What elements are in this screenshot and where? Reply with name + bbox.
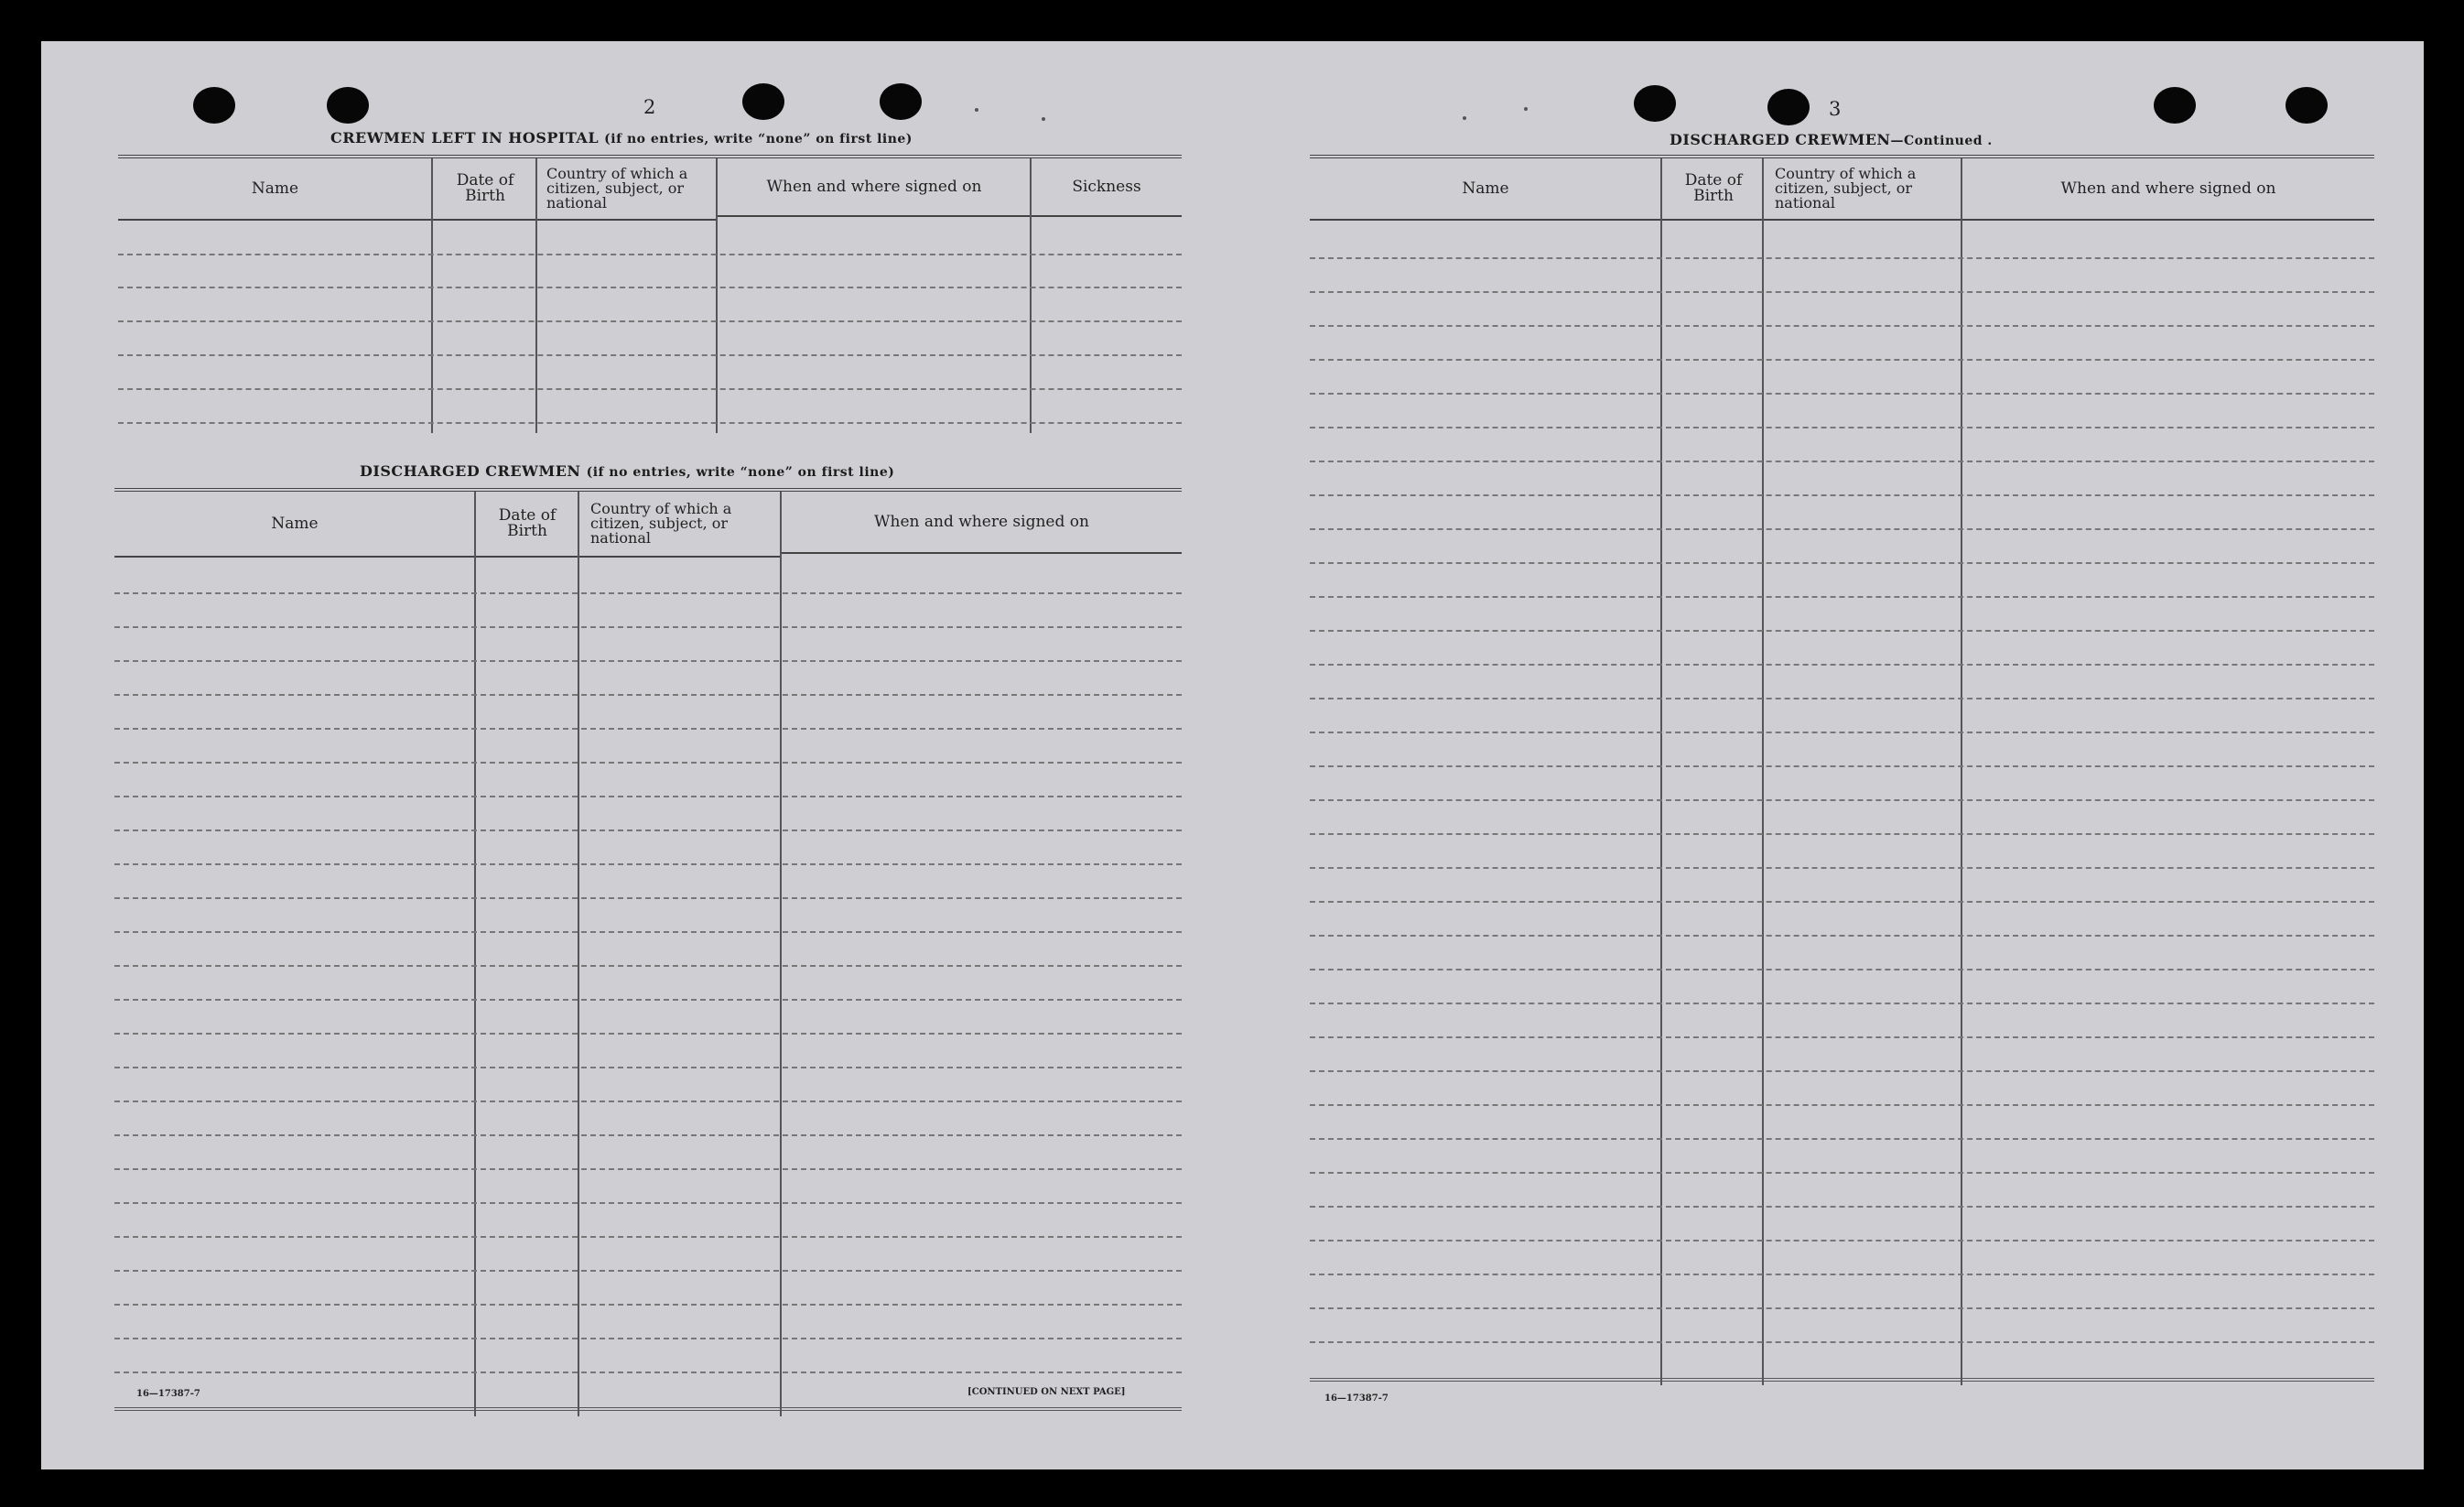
punch-hole — [880, 83, 922, 120]
punch-hole — [2286, 87, 2328, 124]
page-number: 3 — [1829, 98, 1842, 120]
col-header-date-of-birth: Date of Birth — [1684, 171, 1743, 205]
right-page — [1231, 41, 2424, 1469]
form-sheet — [41, 41, 2424, 1469]
punch-hole — [193, 87, 235, 124]
col-header-when-where-signed: When and where signed on — [874, 512, 1089, 531]
col-header-name: Name — [271, 514, 319, 533]
col-header-country: Country of which a citizen, subject, or national — [1775, 165, 1917, 211]
speck — [975, 108, 978, 112]
speck — [1463, 116, 1466, 120]
col-header-date-of-birth: Date of Birth — [498, 506, 557, 540]
form-number: 16—17387-7 — [1324, 1393, 1389, 1404]
page-number: 2 — [643, 96, 656, 118]
punch-hole — [327, 87, 369, 124]
col-header-date-of-birth: Date of Birth — [456, 171, 514, 205]
col-header-when-where-signed: When and where signed on — [766, 177, 982, 196]
punch-hole — [1634, 85, 1676, 122]
hospital-table — [118, 155, 1182, 479]
speck — [1042, 117, 1045, 121]
discharged-table — [114, 488, 1182, 1416]
continued-note: [CONTINUED ON NEXT PAGE] — [967, 1387, 1126, 1397]
punch-hole — [2154, 87, 2196, 124]
col-header-name: Name — [251, 179, 299, 198]
discharged-continued-table — [1310, 155, 2374, 1391]
col-header-sickness: Sickness — [1072, 177, 1141, 196]
punch-hole — [1767, 89, 1810, 125]
col-header-when-where-signed: When and where signed on — [2060, 179, 2276, 198]
hospital-section-title: CREWMEN LEFT IN HOSPITAL (if no entries, write “none” on first line) — [330, 129, 913, 146]
discharged-section-title: DISCHARGED CREWMEN (if no entries, write “none” on first line) — [360, 462, 895, 480]
speck — [1524, 107, 1528, 111]
col-header-name: Name — [1462, 179, 1509, 198]
discharged-continued-title: DISCHARGED CREWMEN—Continued . — [1670, 131, 1993, 148]
left-page — [41, 41, 1231, 1469]
punch-hole — [742, 83, 784, 120]
form-number: 16—17387-7 — [136, 1389, 200, 1399]
col-header-country: Country of which a citizen, subject, or national — [590, 500, 732, 547]
col-header-country: Country of which a citizen, subject, or national — [546, 165, 688, 211]
